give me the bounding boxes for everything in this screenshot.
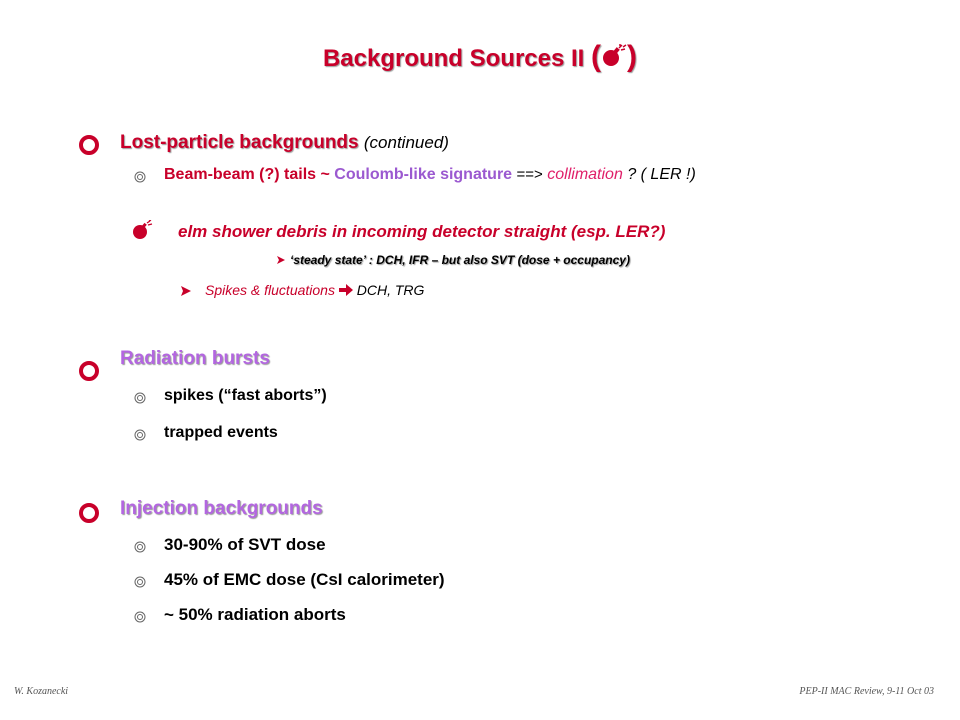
item-part: ==> [516,166,543,183]
list-item-spikes: spikes (“fast aborts”) [164,387,327,404]
arrow-bullet-icon [180,285,192,297]
bullet-icon [78,502,100,524]
right-arrow-icon [339,283,353,299]
list-item-beam-beam [164,166,696,184]
sub-item-spikes [205,282,424,299]
page-title [0,40,960,75]
list-item-emc-dose: 45% of EMC dose (CsI calorimeter) [164,570,445,589]
section-heading-text: Lost-particle backgrounds [120,132,359,153]
title-text: Background Sources II [322,45,585,72]
arrow-bullet-icon [276,255,286,265]
item-part: Beam-beam (?) tails ~ [164,166,330,183]
sub-bullet-icon [134,611,146,623]
sub-bullet-icon [134,576,146,588]
title-paren-open: ( [591,40,602,73]
title-paren-close: ) [627,40,638,73]
footer-event: PEP-II MAC Review, 9-11 Oct 03 [799,686,934,697]
section-heading-injection: Injection backgrounds [120,498,323,519]
bomb-icon [601,44,627,75]
list-item-radiation-aborts: ~ 50% radiation aborts [164,605,346,624]
list-item-trapped-events: trapped events [164,424,278,441]
sub-item-part: DCH, TRG [356,282,425,298]
sub-bullet-icon [134,541,146,553]
sub-item-part: Spikes & fluctuations [205,282,335,298]
bullet-icon [78,134,100,156]
bullet-icon [78,360,100,382]
sub-bullet-icon [134,392,146,404]
footer-author: W. Kozanecki [14,686,69,697]
sub-bullet-icon [134,429,146,441]
section-suffix: (continued) [363,133,449,152]
item-part: Coulomb-like signature [334,166,513,183]
section-heading-lost-particle [120,132,449,154]
sub-item-steady-state: ‘steady state’ : DCH, IFR – but also SVT (dose + occupancy) [290,253,630,267]
bomb-icon [132,220,154,245]
list-item-elm-shower: elm shower debris in incoming detector straight (esp. LER?) [178,222,666,241]
item-part: collimation [547,166,623,183]
list-item-svt-dose: 30-90% of SVT dose [164,535,326,554]
sub-bullet-icon [134,171,146,183]
item-part: ? ( LER !) [627,166,696,183]
section-heading-radiation-bursts: Radiation bursts [120,348,270,369]
